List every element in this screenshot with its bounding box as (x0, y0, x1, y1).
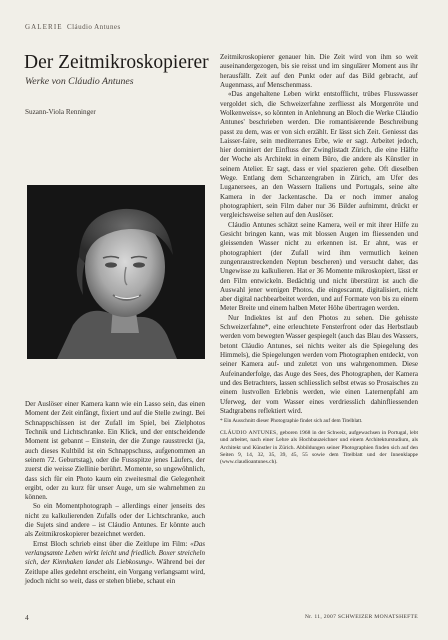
text-run: Während bei der Zeitlupe alles gedehnt erscheint, ein Vorgang verlangsamt wird, jedoch nicht so weit, dass er stehen bliebe, schaut ein (25, 558, 205, 585)
running-header (25, 23, 121, 31)
paragraph: Nur Indiektes ist auf den Photos zu sehen. Die gehisste Schweizerfahne*, eine erleuchtete Fensterfront oder das Herbstlaub werden vom bewegten Wasser gespiegelt (auch das Blau des Wassers, betont Cláudio Antunes, sei nichts weiter als die Spiegelung des Himmels), die Spiegelungen werden vom Photographen entdeckt, von seiner Kamera auf- und zuletzt von uns wahrgenommen. Diese Aufeinanderfolge, das Auge des Sees, des Photographen, der Kamera und des Betrachters, lassen schliesslich selbst etwas so Prosaisches zu einem lustvollen Erlebnis werden, wie einen Laternenpfahl am Uferweg, der vom Wasser eines verdriesslich dahinfliessenden Stadtgrabens reflektiert wird. (220, 313, 418, 415)
bloch-quote: «Das verlangsamte Leben wirkt leicht und friedlich. Boxer streicheln sich, der Kinnhaken landet als Liebkosung». (25, 539, 205, 567)
text-run: Ernst Bloch schrieb einst über die Zeitlupe im Film: (33, 539, 191, 548)
article-title: Der Zeitmikroskopierer (24, 52, 209, 73)
article-column-right (220, 53, 418, 466)
footnote: * Ein Ausschnitt dieser Photographie findet sich auf dem Titelblatt. (220, 418, 363, 425)
paragraph: Zeitmikroskopierer genauer hin. Die Zeit wird von ihm so weit auseinandergezogen, bis sie reisst und im singulärer Moment aus ihr herausfällt. Zeit auf den Punkt oder auf das Bild gebracht, auf Augenmass, auf Menschenmass. (220, 53, 418, 89)
paragraph: Cláudio Antunes schätzt seine Kamera, weil er mit ihrer Hilfe zu Gesicht bringen kann, was mit blossen Augen im fliessenden und gleissenden Wasser nicht zu erkennen ist. Er ahnt, was er photographiert (der Zufall wird ihm vermutlich keinen zungenraustreckenden Neptun bescheren) und versucht daher, das Ungewisse zu kalkulieren. Hat er 36 Momente mikroskopiert, lässt er den Film entwickeln. Bedächtig und nicht überstürzt ist auch die Auswahl jener wenigen Photos, die eingescannt, digitalisiert, nicht aber digital nachbearbeitet werden, und auf Formate von bis zu einem Meter Breite und einem halben Meter Höhe übertragen werden. (220, 220, 418, 313)
article-author: Suzann-Viola Renninger (25, 108, 96, 116)
paragraph: «Das angehaltene Leben wirkt entstofflicht, trübes Flusswasser vergoldet sich, die Schweizerfahne zerfliesst als Morgenröte und Wolkenweiss», so könnten in Anlehnung an Bloch die Werke Cláudio Antunes' beschrieben werden. Die romantisierende Beschreibung passt zu dem, was er von sich erzählt. Er lässt sich Zeit. Geniesst das Laisser-faire, sein mediterranes Erbe, wie er sagt. Arbeitet jedoch, hier dominiert der Einfluss der Zwinglistadt Zürich, die eine Hälfte der Woche als Architekt in einem Büro, die andere als Künstler in seinem Atelier. Er sagt, dass er viel spazieren gehe. Oft dieselben Wege. Entlang dem Schanzengraben in Zürich, am Ufer des Luganersees, an den Wassern Italiens und Portugals, seine alte Kamera in der Jackentasche. Da er noch immer analog photographiert, sein Film daher nur 36 Bilder aufnimmt, drückt er vergleichsweise selten auf den Auslöser. (220, 90, 418, 220)
article-column-left (25, 400, 205, 586)
header-section: GALERIE (25, 23, 63, 31)
author-bio (220, 430, 418, 466)
running-footer: Nr. 11, 2007 SCHWEIZER MONATSHEFTE (304, 614, 418, 620)
paragraph (25, 540, 205, 587)
article-subtitle: Werke von Cláudio Antunes (25, 76, 134, 87)
paragraph: So ein Momentphotograph – allerdings einer jenseits des nicht zu kalkulierenden Zufalls oder der Lichtschranke, auch die Sujets sind andere – ist Cláudio Antunes. Er könnte auch als Zeitmikroskopierer bezeichnet werden. (25, 502, 205, 539)
header-name: Cláudio Antunes (67, 23, 121, 31)
bio-name: CLÁUDIO ANTUNES, (220, 430, 279, 437)
portrait-photo (27, 185, 205, 359)
bio-text: geboren 1968 in der Schweiz, aufgewachsen in Portugal, lebt und arbeitet, nach einer Lehre als Hochbauzeichner und einem Architekturstudium, als Architekt und Künstler in Zürich. Abbildungen seiner Photographien finden sich auf den Seiten 9, 14, 32, 35, 39, 45, 55 sowie dem Titelblatt und der Innenklappe (www.claudioantunes.ch). (220, 430, 418, 465)
page-number: 4 (25, 613, 29, 622)
paragraph: Der Auslöser einer Kamera kann wie ein Lasso sein, das einen Moment der Zeit einfängt, fixiert und auf die Stelle zwingt. Bei Schnappschüssen ist der Zufall im Spiel, bei Zielphotos Technik und Lichtschranke. Ein Klick, und der entscheidende Moment ist gebannt – Einstein, der die Zunge rausstreckt (ja, auch dieses Kultbild ist ein Schnappschuss, aufgenommen an seinem 72. Geburtstag), oder die Fussspitze jenes Läufers, der zuerst die weisse Ziellinie berührt. Momente, so ungewöhnlich, dass sich für ein Photo kaum ein zweitesmal die Gelegenheit ergibt, oder zu kurz für unser Auge, um sie wahrnehmen zu können. (25, 400, 205, 502)
